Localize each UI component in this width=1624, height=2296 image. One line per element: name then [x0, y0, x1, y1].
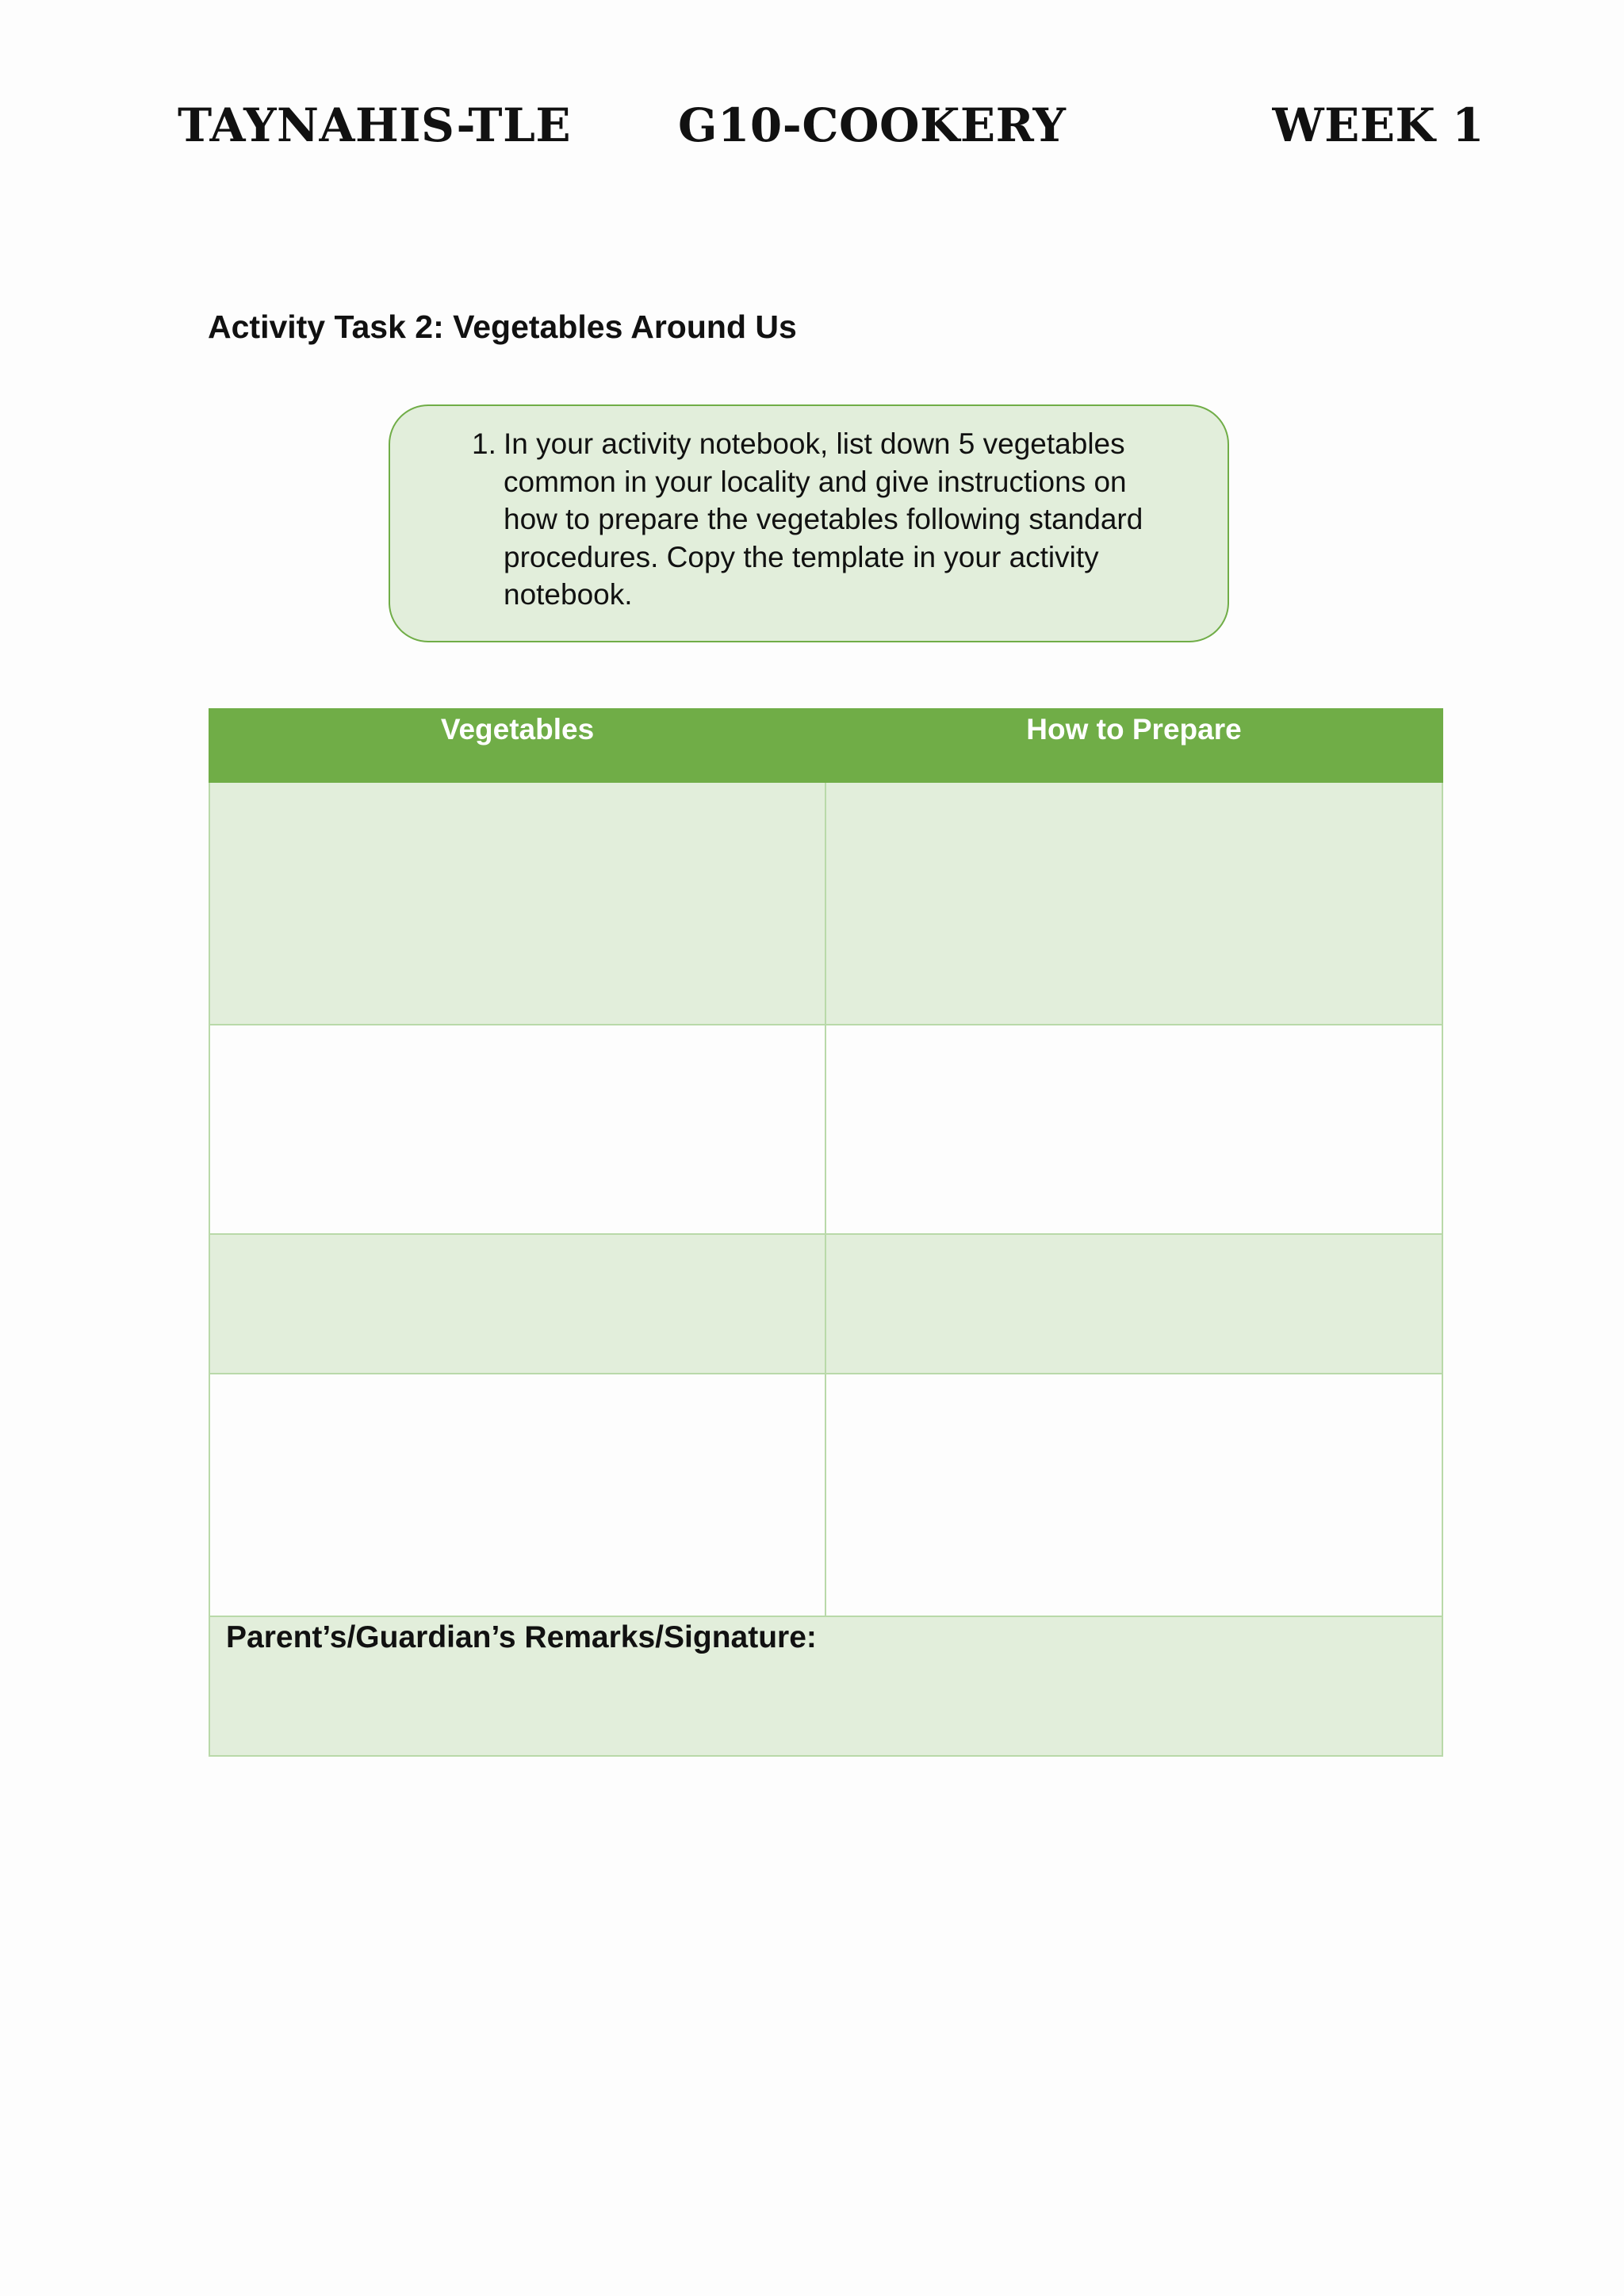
vegetable-cell[interactable] [209, 1374, 825, 1616]
column-header-how-to-prepare: How to Prepare [825, 709, 1442, 782]
subject-title: G10-COOKERY [678, 98, 1067, 152]
remarks-row [209, 1616, 1442, 1756]
prepare-cell[interactable] [825, 782, 1442, 1025]
vegetable-cell[interactable] [209, 1025, 825, 1234]
table-header-row [209, 709, 1442, 782]
instruction-text: In your activity notebook, list down 5 vegetables common in your locality and give instructions on how to prepare the vegetables following standard procedures. Copy the template in your activity notebook. [504, 427, 1143, 611]
prepare-cell[interactable] [825, 1234, 1442, 1374]
activity-title: Activity Task 2: Vegetables Around Us [208, 309, 797, 345]
prepare-cell[interactable] [825, 1374, 1442, 1616]
vegetable-cell[interactable] [209, 782, 825, 1025]
table-row [209, 782, 1442, 1025]
instruction-box [389, 404, 1229, 642]
vegetable-cell[interactable] [209, 1234, 825, 1374]
remarks-label: Parent’s/Guardian’s Remarks/Signature: [226, 1620, 817, 1654]
remarks-signature-cell[interactable] [209, 1616, 1442, 1756]
instruction-number: 1. [472, 427, 496, 460]
table-row [209, 1025, 1442, 1234]
school-name: TAYNAHIS-TLE [178, 98, 572, 152]
week-label: WEEK 1 [1272, 98, 1484, 152]
table-row [209, 1234, 1442, 1374]
column-header-vegetables: Vegetables [209, 709, 825, 782]
table-row [209, 1374, 1442, 1616]
vegetable-prep-table [209, 708, 1443, 1757]
prepare-cell[interactable] [825, 1025, 1442, 1234]
instruction-item [472, 425, 1185, 614]
